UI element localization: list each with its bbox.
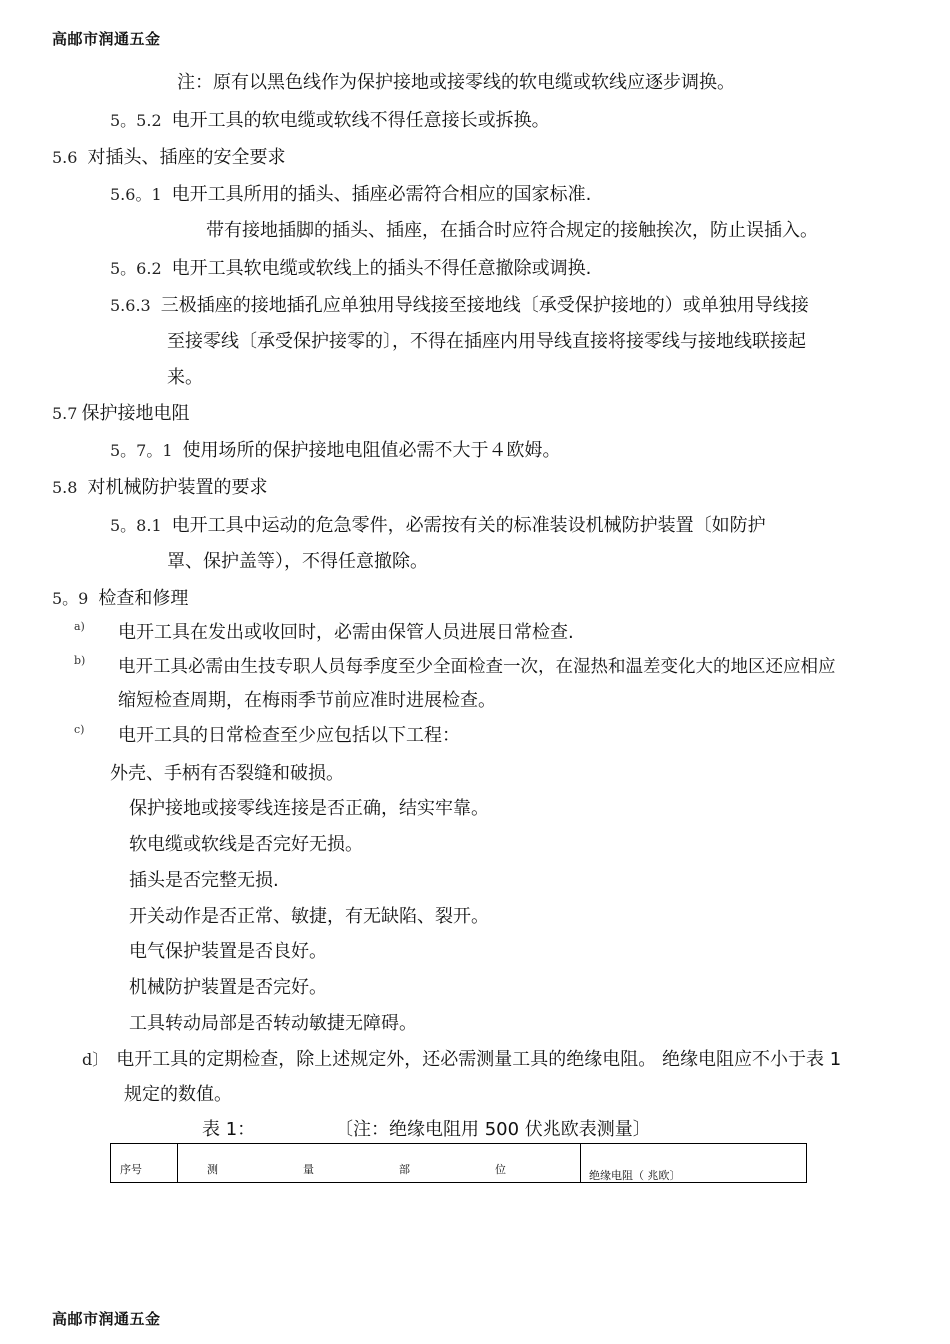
table-note: 〔注：绝缘电阻用 500 伏兆欧表测量〕: [335, 1119, 651, 1140]
clause-5-6-2: [110, 257, 591, 281]
clause-text: 三极插座的接地插孔应单独用导线接至接地线〔承受保护接地的）或单独用导线接: [160, 295, 809, 316]
section-title: 对插头、插座的安全要求: [87, 147, 286, 168]
clause-5-6-3-line3: 来。: [167, 367, 203, 388]
clause-text: 电开工具的软电缆或软线不得任意接长或拆换。: [171, 110, 550, 131]
check-item-2: 保护接地或接零线连接是否正确，结实牢靠。: [129, 798, 489, 819]
header-insulation-resistance: 绝缘电阻（ 兆欧〕: [589, 1169, 681, 1182]
item-b: 电开工具必需由生技专职人员每季度至少全面检查一次，在湿热和温差变化大的地区还应相应: [118, 657, 836, 677]
check-item-3: 软电缆或软线是否完好无损。: [129, 834, 363, 855]
item-d-text: 电开工具的定期检查，除上述规定外，还必需测量工具的绝缘电阻。 绝缘电阻应不小于表 1: [116, 1049, 842, 1070]
clause-5-6-3: [110, 294, 809, 318]
section-title: 对机械防护装置的要求: [87, 477, 268, 498]
item-d: [82, 1048, 841, 1072]
section-5-6: [52, 146, 285, 170]
clause-text: 电开工具中运动的危急零件，必需按有关的标准装设机械防护装置〔如防护: [171, 515, 766, 536]
page-header: 高邮市润通五金: [52, 30, 161, 48]
clause-text: 使用场所的保护接地电阻值必需不大于４欧姆。: [182, 440, 561, 461]
header-part-char-3: 部: [399, 1163, 410, 1176]
clause-5-6-3-line2: 至接零线〔承受保护接零的〕，不得在插座内用导线直接将接零线与接地线联接起: [167, 331, 806, 352]
clause-5-6-1: [110, 183, 591, 207]
clause-number: 5。8.1: [110, 516, 162, 535]
section-number: 5.6: [52, 148, 78, 167]
item-d-line2: 规定的数值。: [124, 1084, 232, 1105]
section-number: 5。9: [52, 589, 89, 608]
check-item-4: 插头是否完整无损.: [129, 870, 279, 891]
section-5-9: [52, 587, 188, 611]
clause-number: 5.6。1: [110, 185, 162, 204]
check-item-8: 工具转动局部是否转动敏捷无障碍。: [129, 1013, 417, 1034]
clause-number: 5。5.2: [110, 111, 162, 130]
section-number: 5.8: [52, 478, 78, 497]
item-c: 电开工具的日常检查至少应包括以下工程：: [118, 725, 460, 746]
list-marker-c: c): [74, 723, 85, 736]
column-divider: [580, 1144, 581, 1182]
section-title: 检查和修理: [98, 588, 189, 609]
clause-number: 5。6.2: [110, 259, 162, 278]
clause-5-5-2: [110, 109, 550, 133]
header-part-char-1: 测: [207, 1163, 218, 1176]
insulation-table: [110, 1143, 807, 1183]
section-title: 保护接地电阻: [81, 403, 190, 424]
section-5-8: [52, 476, 267, 500]
clause-number: 5.6.3: [110, 296, 151, 315]
header-serial: 序号: [120, 1163, 142, 1176]
list-marker-b: b): [74, 654, 86, 667]
check-item-7: 机械防护装置是否完好。: [129, 977, 327, 998]
item-a: 电开工具在发出或收回时，必需由保管人员进展日常检查.: [118, 622, 574, 643]
section-5-7: [52, 402, 189, 426]
page-footer: 高邮市润通五金: [52, 1310, 161, 1328]
check-item-5: 开关动作是否正常、敏捷，有无缺陷、裂开。: [129, 906, 489, 927]
list-marker-d: d〕: [82, 1050, 109, 1069]
check-item-6: 电气保护装置是否良好。: [129, 941, 327, 962]
clause-5-7-1: [110, 439, 561, 463]
list-marker-a: a): [74, 620, 85, 633]
column-divider: [177, 1144, 178, 1182]
item-b-line2: 缩短检查周期，在梅雨季节前应准时进展检查。: [118, 690, 496, 711]
clause-5-6-1-continued: 带有接地插脚的插头、插座，在插合时应符合规定的接触挨次，防止误插入。: [206, 220, 818, 241]
section-number: 5.7: [52, 404, 78, 423]
note-line: 注：原有以黑色线作为保护接地或接零线的软电缆或软线应逐步调换。: [177, 72, 735, 93]
clause-text: 电开工具软电缆或软线上的插头不得任意撤除或调换.: [171, 258, 592, 279]
clause-text: 电开工具所用的插头、插座必需符合相应的国家标准.: [171, 184, 592, 205]
table-caption: 表 1：: [202, 1119, 256, 1140]
clause-5-8-1: [110, 514, 766, 538]
clause-5-8-1-line2: 罩、保护盖等），不得任意撤除。: [167, 551, 428, 572]
clause-number: 5。7。1: [110, 441, 173, 460]
header-part-char-2: 量: [303, 1163, 314, 1176]
header-part-char-4: 位: [495, 1163, 506, 1176]
check-item-1: 外壳、手柄有否裂缝和破损。: [110, 763, 344, 784]
